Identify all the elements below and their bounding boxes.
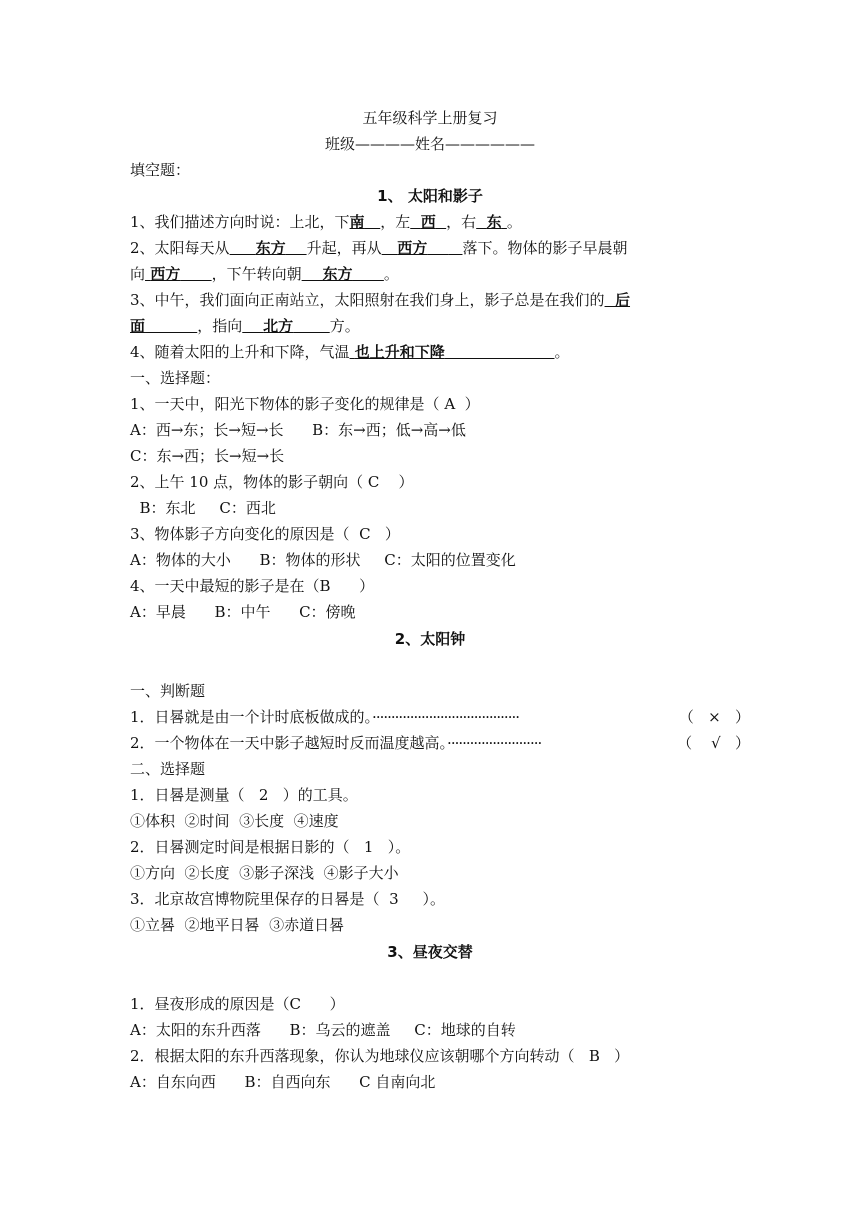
choice-options: A：太阳的东升西落 B：乌云的遮盖 C：地球的自转 — [130, 1021, 516, 1039]
fill-section-label: 填空题： — [130, 161, 191, 179]
answer-blank — [350, 343, 555, 361]
fill-question-3 — [130, 288, 750, 312]
choice-section-label: 二、选择题 — [130, 760, 206, 778]
question-text: 2．一个物体在一天中影子越短时反而温度越高。 — [130, 734, 448, 752]
choice-options: ①方向 ②长度 ③影子深浅 ④影子大小 — [130, 864, 399, 882]
answer-blank — [476, 213, 507, 231]
choice-question-2: 2、上午 10 点，物体的影子朝向（ C ） — [130, 473, 414, 491]
question-text: ，左 — [380, 213, 411, 231]
answer-mark: （ √ ） — [677, 734, 750, 752]
choice-question-1: 1．日晷是测量（ 2 ）的工具。 — [130, 786, 358, 804]
leader-dots: ······································· — [372, 708, 520, 726]
choice-options: ①体积 ②时间 ③长度 ④速度 — [130, 812, 339, 830]
question-text: 4、随着太阳的上升和下降，气温 — [130, 343, 350, 361]
choice-question-1: 1．昼夜形成的原因是（C ） — [130, 995, 345, 1013]
choice-question-2: 2．日晷测定时间是根据日影的（ 1 ）。 — [130, 838, 411, 856]
choice-options: A：自东向西 B：自西向东 C 自南向北 — [130, 1073, 436, 1091]
answer-text: 西方 — [397, 239, 428, 257]
class-name-line: 班级————姓名—————— — [324, 135, 535, 153]
choice-question-2: 2．根据太阳的东升西落现象，你认为地球仪应该朝哪个方向转动（ B ） — [130, 1047, 630, 1065]
question-text: 方。 — [329, 317, 360, 335]
question-text: 1、我们描述方向时说：上北，下 — [130, 213, 350, 231]
question-text: 落下。物体的影子早晨朝 — [462, 239, 628, 257]
question-text: 3、中午，我们面向正南站立，太阳照射在我们身上，影子总是在我们的 — [130, 291, 605, 309]
question-text: 向 — [130, 265, 146, 283]
fill-question-1 — [130, 210, 750, 234]
question-text: 。 — [383, 265, 399, 283]
answer-blank — [145, 265, 212, 283]
answer-text: 面 — [130, 317, 146, 335]
choice-question-3: 3．北京故宫博物院里保存的日晷是（ 3 ）。 — [130, 890, 445, 908]
question-text: 升起，再从 — [306, 239, 382, 257]
answer-blank — [382, 239, 449, 257]
answer-blank — [130, 317, 197, 335]
answer-text: 南 — [349, 213, 365, 231]
answer-text: 东 — [486, 213, 502, 231]
choice-section-label: 一、选择题： — [130, 369, 221, 387]
question-text: 。 — [506, 213, 522, 231]
choice-question-1: 1、一天中，阳光下物体的影子变化的规律是（ A ） — [130, 395, 480, 413]
fill-question-3-cont — [130, 314, 750, 338]
answer-text: 东方 — [322, 265, 353, 283]
question-text: 。 — [554, 343, 570, 361]
judge-question-1 — [130, 705, 750, 729]
answer-text: 西方 — [150, 265, 181, 283]
answer-mark: （ × ） — [678, 708, 750, 726]
answer-blank — [410, 213, 446, 231]
choice-options: C：东→西；长→短→长 — [130, 447, 285, 465]
answer-blank — [605, 291, 630, 309]
fill-question-4 — [130, 340, 750, 364]
answer-text: 后 — [615, 291, 631, 309]
question-text: ，指向 — [197, 317, 243, 335]
choice-question-3: 3、物体影子方向变化的原因是（ C ） — [130, 525, 400, 543]
answer-text: 西 — [420, 213, 436, 231]
choice-options: B：东北 C：西北 — [130, 499, 276, 517]
leader-dots: ························· — [447, 734, 542, 752]
section-heading-sun-shadow: 1、 太阳和影子 — [377, 187, 483, 205]
section-heading-sundial: 2、太阳钟 — [394, 630, 466, 648]
answer-blank — [242, 317, 329, 335]
answer-text: 也上升和下降 — [354, 343, 445, 361]
section-heading-day-night: 3、昼夜交替 — [387, 943, 473, 961]
choice-options: ①立晷 ②地平日晷 ③赤道日晷 — [130, 916, 345, 934]
question-text: 2、太阳每天从 — [130, 239, 230, 257]
answer-blank — [302, 265, 384, 283]
choice-question-4: 4、一天中最短的影子是在（B ） — [130, 577, 375, 595]
fill-question-2-cont — [130, 262, 750, 286]
choice-options: A：物体的大小 B：物体的形状 C：太阳的位置变化 — [130, 551, 516, 569]
judge-question-2 — [130, 731, 750, 755]
answer-blank — [350, 213, 381, 231]
answer-text: 东方 — [255, 239, 286, 257]
question-text: 1．日晷就是由一个计时底板做成的。 — [130, 708, 373, 726]
choice-options: A：早晨 B：中午 C：傍晚 — [130, 603, 356, 621]
answer-text: 北方 — [263, 317, 294, 335]
page-title: 五年级科学上册复习 — [362, 109, 498, 127]
fill-question-2 — [130, 236, 750, 260]
answer-blank — [230, 239, 307, 257]
question-text: ，下午转向朝 — [211, 265, 302, 283]
choice-options: A：西→东；长→短→长 B：东→西；低→高→低 — [130, 421, 466, 439]
judge-section-label: 一、判断题 — [130, 682, 206, 700]
question-text: ，右 — [446, 213, 477, 231]
